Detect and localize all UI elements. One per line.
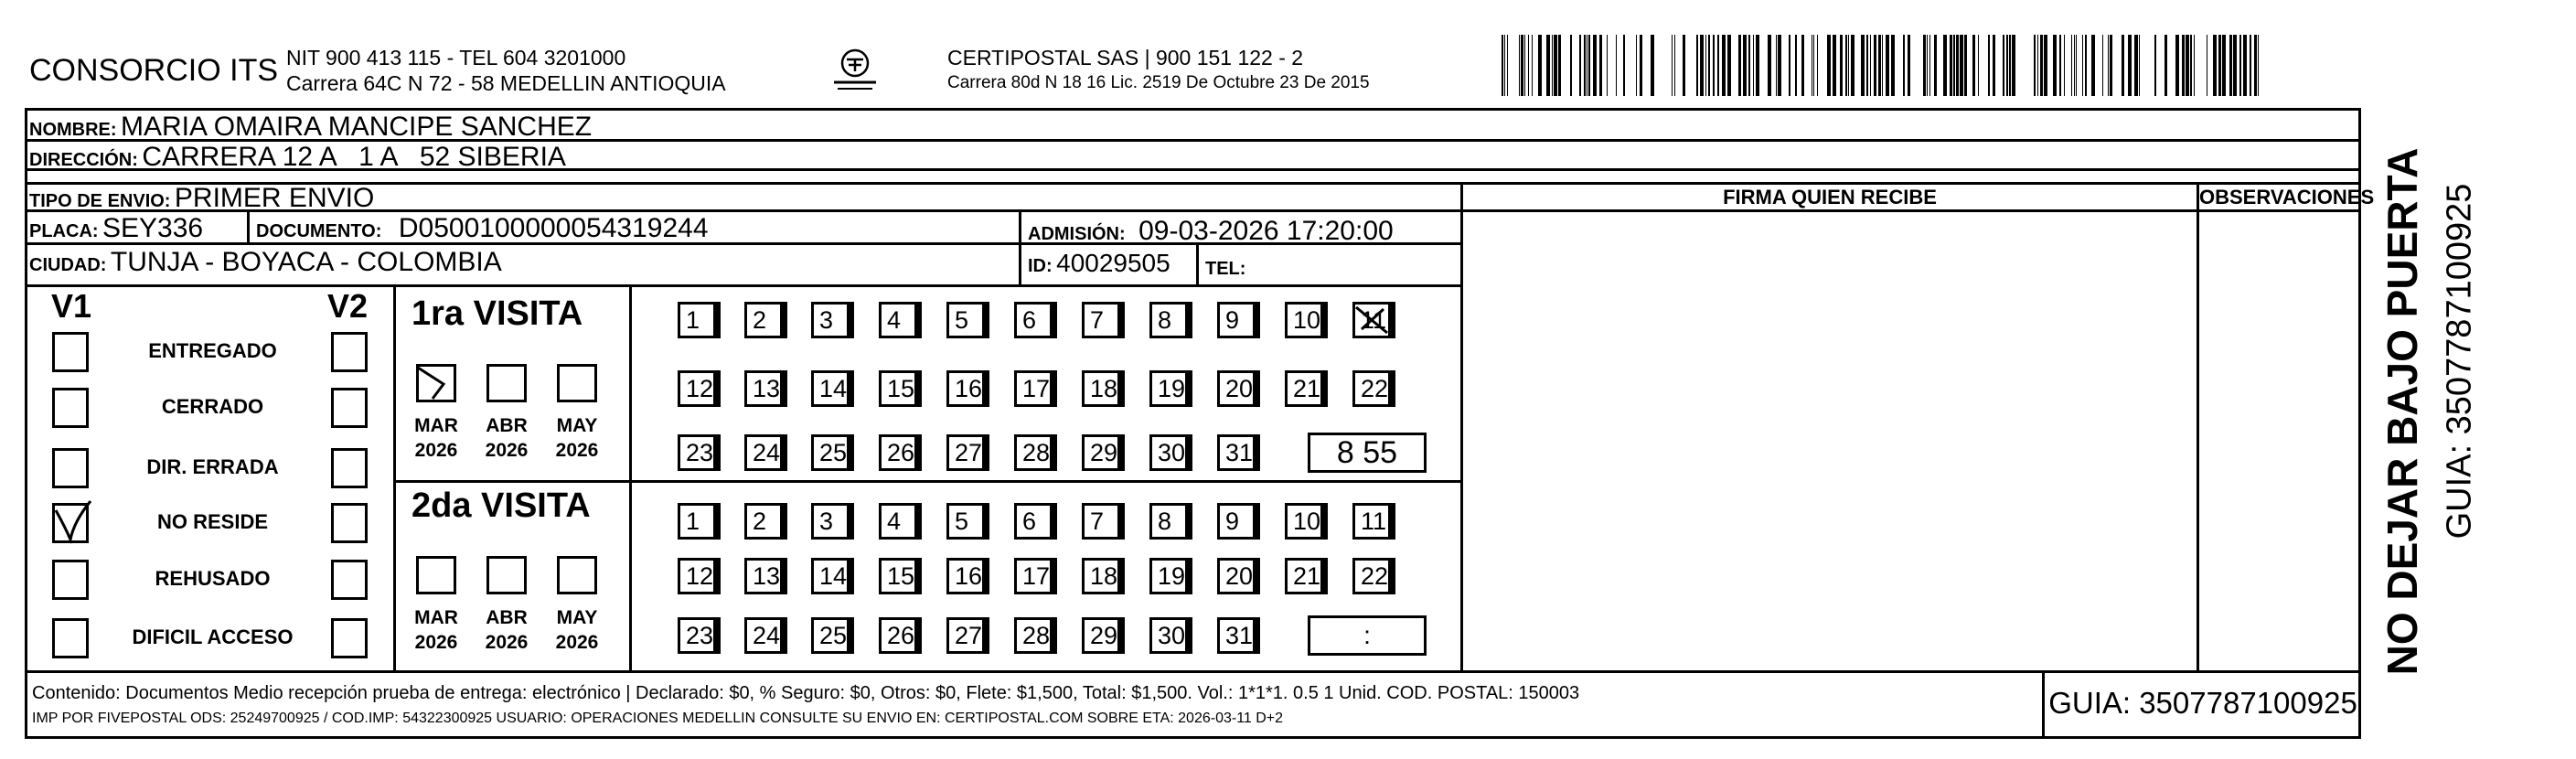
barcode-graphic <box>1500 35 2275 96</box>
day-checkbox[interactable] <box>678 370 716 407</box>
v2-checkbox[interactable] <box>331 388 368 428</box>
day-number: 14 <box>819 375 848 402</box>
day-checkbox[interactable] <box>1285 503 1323 540</box>
day-checkbox[interactable] <box>1014 434 1053 471</box>
v1-checkbox[interactable] <box>52 503 89 543</box>
day-checkbox[interactable] <box>811 302 850 338</box>
day-checkbox[interactable] <box>811 434 850 471</box>
direccion-row <box>29 142 566 173</box>
day-checkbox[interactable] <box>744 434 783 471</box>
month-checkbox[interactable] <box>557 556 597 594</box>
day-number: 2 <box>753 508 767 535</box>
day-checkbox[interactable] <box>744 558 783 594</box>
day-checkbox[interactable] <box>946 434 985 471</box>
day-checkbox[interactable] <box>1082 503 1120 540</box>
month-label <box>404 413 468 463</box>
divider <box>25 209 2361 212</box>
day-number: 27 <box>955 439 983 466</box>
day-checkbox[interactable] <box>1014 302 1053 338</box>
footer-contents: Contenido: Documentos Medio recepción prueba de entrega: electrónico | Declarado: $0, % Seguro: $0, Otros: $0, Flete: $1,500, Total: $1,500. Vol.: 1*1*1. 0.5 1 Unid. COD. POSTAL: 150003 <box>32 683 1580 703</box>
day-number: 17 <box>1022 562 1051 590</box>
day-number: 7 <box>1090 508 1105 535</box>
v1-header: V1 <box>51 287 92 325</box>
v1-checkbox[interactable] <box>52 388 89 428</box>
day-checkbox[interactable] <box>1014 370 1053 407</box>
id-cell <box>1028 249 1170 278</box>
placa-value: SEY336 <box>102 213 204 243</box>
firma-header: FIRMA QUIEN RECIBE <box>1723 186 1937 208</box>
id-label: ID: <box>1028 256 1053 276</box>
month-label <box>475 605 539 655</box>
month-checkbox[interactable] <box>557 364 597 402</box>
tipo-row <box>29 183 374 214</box>
day-number: 26 <box>887 439 915 466</box>
month-label <box>475 413 539 463</box>
day-checkbox[interactable] <box>1149 434 1188 471</box>
day-number: 8 <box>1158 508 1172 535</box>
cross-mark-icon <box>1352 302 1391 338</box>
day-number: 5 <box>955 306 969 334</box>
v2-checkbox[interactable] <box>331 618 368 658</box>
day-checkbox[interactable] <box>1352 558 1391 594</box>
day-number: 14 <box>819 562 848 590</box>
day-checkbox[interactable] <box>946 370 985 407</box>
divider <box>25 182 2361 185</box>
ciudad-label: CIUDAD: <box>29 255 107 275</box>
month-name: MAY <box>556 607 598 628</box>
day-checkbox[interactable] <box>744 617 783 654</box>
divider <box>1019 209 1021 284</box>
company-name: CONSORCIO ITS <box>29 53 279 88</box>
direccion-label: DIRECCIÓN: <box>29 150 138 170</box>
day-number: 8 <box>1158 306 1172 334</box>
day-number: 10 <box>1293 306 1321 334</box>
day-checkbox[interactable] <box>1082 370 1120 407</box>
day-number: 24 <box>753 439 781 466</box>
day-checkbox[interactable] <box>1014 503 1053 540</box>
ciudad-value: TUNJA - BOYACA - COLOMBIA <box>110 247 502 277</box>
day-checkbox[interactable] <box>946 558 985 594</box>
day-number: 25 <box>819 439 848 466</box>
day-checkbox[interactable] <box>879 370 917 407</box>
day-number: 23 <box>686 622 714 649</box>
day-number: 7 <box>1090 306 1105 334</box>
tipo-value: PRIMER ENVIO <box>174 183 375 213</box>
day-number: 18 <box>1090 562 1118 590</box>
placa-label: PLACA: <box>29 221 99 241</box>
first-visit-time-text: 8 55 <box>1336 435 1398 470</box>
day-number: 5 <box>955 508 969 535</box>
certipostal-line1: CERTIPOSTAL SAS | 900 151 122 - 2 <box>947 46 1304 69</box>
day-checkbox[interactable] <box>811 558 850 594</box>
month-label <box>545 605 609 655</box>
day-number: 18 <box>1090 375 1118 402</box>
status-option-label: CERRADO <box>161 395 264 418</box>
v1-checkbox[interactable] <box>52 560 89 600</box>
footer-guia: GUIA: 3507787100925 <box>2048 686 2357 720</box>
day-checkbox[interactable] <box>1149 617 1188 654</box>
v1-checkbox[interactable] <box>52 618 89 658</box>
month-checkbox[interactable] <box>416 556 456 594</box>
month-year: 2026 <box>555 440 599 461</box>
checkmark-icon <box>52 503 89 543</box>
day-number: 30 <box>1158 439 1186 466</box>
company-address: Carrera 64C N 72 - 58 MEDELLIN ANTIOQUIA <box>286 71 726 95</box>
status-option-label: ENTREGADO <box>148 339 277 362</box>
day-checkbox[interactable] <box>1082 434 1120 471</box>
month-name: MAY <box>556 415 598 436</box>
month-checkbox[interactable] <box>416 364 456 402</box>
day-number: 6 <box>1022 306 1037 334</box>
day-number: 6 <box>1022 508 1037 535</box>
month-name: ABR <box>486 415 528 436</box>
day-checkbox[interactable] <box>744 370 783 407</box>
day-number: 3 <box>819 306 834 334</box>
divider <box>1460 182 1463 670</box>
nombre-row <box>29 112 592 143</box>
barcode <box>1500 35 2275 96</box>
certipostal-logo <box>828 46 882 93</box>
day-checkbox[interactable] <box>1217 503 1256 540</box>
divider <box>2197 182 2199 670</box>
day-number: 1 <box>686 306 700 334</box>
v2-checkbox[interactable] <box>331 503 368 543</box>
day-checkbox[interactable] <box>879 302 917 338</box>
admision-label: ADMISIÓN: <box>1028 224 1126 244</box>
month-checkbox[interactable] <box>486 556 527 594</box>
day-number: 12 <box>686 562 714 590</box>
day-checkbox[interactable] <box>1149 558 1188 594</box>
day-checkbox[interactable] <box>678 503 716 540</box>
divider <box>25 670 2361 673</box>
certipostal-line2: Carrera 80d N 18 16 Lic. 2519 De Octubre 23 De 2015 <box>947 73 1370 92</box>
month-label <box>545 413 609 463</box>
day-checkbox[interactable] <box>946 503 985 540</box>
day-number: 12 <box>686 375 714 402</box>
day-checkbox[interactable] <box>1285 558 1323 594</box>
month-name: MAR <box>414 415 458 436</box>
day-checkbox[interactable] <box>811 503 850 540</box>
day-number: 21 <box>1293 562 1321 590</box>
day-number: 29 <box>1090 622 1118 649</box>
first-visit-time-box[interactable] <box>1308 433 1427 473</box>
day-number: 22 <box>1361 562 1389 590</box>
nombre-label: NOMBRE: <box>29 120 117 140</box>
day-checkbox[interactable] <box>1217 370 1256 407</box>
day-checkbox[interactable] <box>1352 302 1391 338</box>
day-number: 30 <box>1158 622 1186 649</box>
status-option-label: NO RESIDE <box>156 510 269 533</box>
month-year: 2026 <box>555 632 599 653</box>
tel-cell <box>1205 251 1245 281</box>
admision-cell <box>1028 216 1394 247</box>
month-checkbox[interactable] <box>486 364 527 402</box>
day-number: 16 <box>955 562 983 590</box>
day-number: 17 <box>1022 375 1051 402</box>
day-checkbox[interactable] <box>811 617 850 654</box>
day-checkbox[interactable] <box>678 617 716 654</box>
day-number: 21 <box>1293 375 1321 402</box>
day-number: 19 <box>1158 375 1186 402</box>
v1-checkbox[interactable] <box>52 448 89 488</box>
day-checkbox[interactable] <box>744 503 783 540</box>
day-number: 1 <box>686 508 700 535</box>
day-checkbox[interactable] <box>1149 302 1188 338</box>
day-checkbox[interactable] <box>744 302 783 338</box>
day-checkbox[interactable] <box>879 503 917 540</box>
day-checkbox[interactable] <box>946 302 985 338</box>
direccion-value: CARRERA 12 A 1 A 52 SIBERIA <box>142 142 566 172</box>
day-number: 19 <box>1158 562 1186 590</box>
day-number: 20 <box>1225 562 1254 590</box>
day-number: 29 <box>1090 439 1118 466</box>
certipostal-logo-icon <box>828 46 882 93</box>
day-checkbox[interactable] <box>1082 617 1120 654</box>
admision-value: 09-03-2026 17:20:00 <box>1138 216 1394 246</box>
day-number: 27 <box>955 622 983 649</box>
status-option-label: DIFICIL ACCESO <box>132 625 294 648</box>
day-checkbox[interactable] <box>1217 434 1256 471</box>
day-number: 22 <box>1361 375 1389 402</box>
divider <box>629 284 632 670</box>
status-option-label: REHUSADO <box>155 567 271 590</box>
second-visit-time-text: : <box>1363 621 1371 649</box>
day-number: 10 <box>1293 508 1321 535</box>
month-year: 2026 <box>414 440 458 461</box>
day-number: 2 <box>753 306 767 334</box>
day-checkbox[interactable] <box>678 558 716 594</box>
day-checkbox[interactable] <box>1352 503 1391 540</box>
divider <box>25 284 1460 287</box>
observaciones-header: OBSERVACIONES <box>2199 186 2375 208</box>
company-nit-tel: NIT 900 413 115 - TEL 604 3201000 <box>286 46 626 69</box>
day-number: 9 <box>1225 508 1240 535</box>
divider <box>393 480 1460 483</box>
day-number: 9 <box>1225 306 1240 334</box>
month-year: 2026 <box>485 632 529 653</box>
documento-label: DOCUMENTO: <box>256 221 382 241</box>
status-option-label: DIR. ERRADA <box>146 455 279 478</box>
tipo-label: TIPO DE ENVIO: <box>29 191 171 211</box>
day-checkbox[interactable] <box>1149 370 1188 407</box>
day-number: 11 <box>1361 306 1387 334</box>
month-label <box>404 605 468 655</box>
v2-checkbox[interactable] <box>331 332 368 372</box>
day-checkbox[interactable] <box>1352 370 1391 407</box>
v1-checkbox[interactable] <box>52 332 89 372</box>
day-number: 31 <box>1225 622 1254 649</box>
nombre-value: MARIA OMAIRA MANCIPE SANCHEZ <box>121 112 593 142</box>
day-number: 13 <box>753 375 781 402</box>
day-checkbox[interactable] <box>879 558 917 594</box>
day-number: 11 <box>1361 508 1387 535</box>
day-checkbox[interactable] <box>1285 302 1323 338</box>
first-visit-title: 1ra VISITA <box>412 294 583 333</box>
day-checkbox[interactable] <box>678 434 716 471</box>
day-checkbox[interactable] <box>1014 617 1053 654</box>
second-visit-time-box[interactable] <box>1308 615 1427 656</box>
month-name: MAR <box>414 607 458 628</box>
day-number: 24 <box>753 622 781 649</box>
day-number: 26 <box>887 622 915 649</box>
day-number: 20 <box>1225 375 1254 402</box>
day-number: 28 <box>1022 439 1051 466</box>
day-checkbox[interactable] <box>1149 503 1188 540</box>
day-number: 25 <box>819 622 848 649</box>
v2-checkbox[interactable] <box>331 448 368 488</box>
day-number: 16 <box>955 375 983 402</box>
day-checkbox[interactable] <box>879 434 917 471</box>
day-checkbox[interactable] <box>1217 302 1256 338</box>
day-checkbox[interactable] <box>1082 302 1120 338</box>
ciudad-cell <box>29 247 502 278</box>
documento-value: D0500100000054319244 <box>398 213 709 243</box>
footer-print-info: IMP POR FIVEPOSTAL ODS: 25249700925 / COD.IMP: 54322300925 USUARIO: OPERACIONES MEDELLIN CONSULTE SU ENVIO EN: CERTIPOSTAL.COM SOBRE ETA: 2026-03-11 D+2 <box>32 711 1284 726</box>
day-checkbox[interactable] <box>879 617 917 654</box>
day-checkbox[interactable] <box>1285 370 1323 407</box>
day-number: 4 <box>887 508 902 535</box>
month-name: ABR <box>486 607 528 628</box>
side-guia: GUIA: 3507787100925 <box>2440 183 2479 540</box>
day-number: 15 <box>887 375 915 402</box>
tel-label: TEL: <box>1205 259 1246 279</box>
day-checkbox[interactable] <box>1217 617 1256 654</box>
day-checkbox[interactable] <box>1217 558 1256 594</box>
day-number: 15 <box>887 562 915 590</box>
day-checkbox[interactable] <box>1082 558 1120 594</box>
day-number: 3 <box>819 508 834 535</box>
day-checkbox[interactable] <box>946 617 985 654</box>
month-year: 2026 <box>485 440 529 461</box>
day-number: 31 <box>1225 439 1254 466</box>
day-number: 4 <box>887 306 902 334</box>
second-visit-title: 2da VISITA <box>412 486 591 525</box>
divider <box>1196 242 1199 284</box>
day-checkbox[interactable] <box>1014 558 1053 594</box>
month-year: 2026 <box>414 632 458 653</box>
divider <box>247 209 250 242</box>
day-number: 13 <box>753 562 781 590</box>
v2-header: V2 <box>327 287 369 325</box>
checkmark-icon <box>416 364 456 402</box>
day-number: 28 <box>1022 622 1051 649</box>
side-warning: NO DEJAR BAJO PUERTA <box>2378 147 2426 676</box>
v2-checkbox[interactable] <box>331 560 368 600</box>
id-value: 40029505 <box>1056 249 1170 277</box>
day-checkbox[interactable] <box>811 370 850 407</box>
day-number: 23 <box>686 439 714 466</box>
divider <box>393 284 396 670</box>
documento-cell <box>256 213 709 244</box>
placa-cell <box>29 213 203 244</box>
day-checkbox[interactable] <box>678 302 716 338</box>
